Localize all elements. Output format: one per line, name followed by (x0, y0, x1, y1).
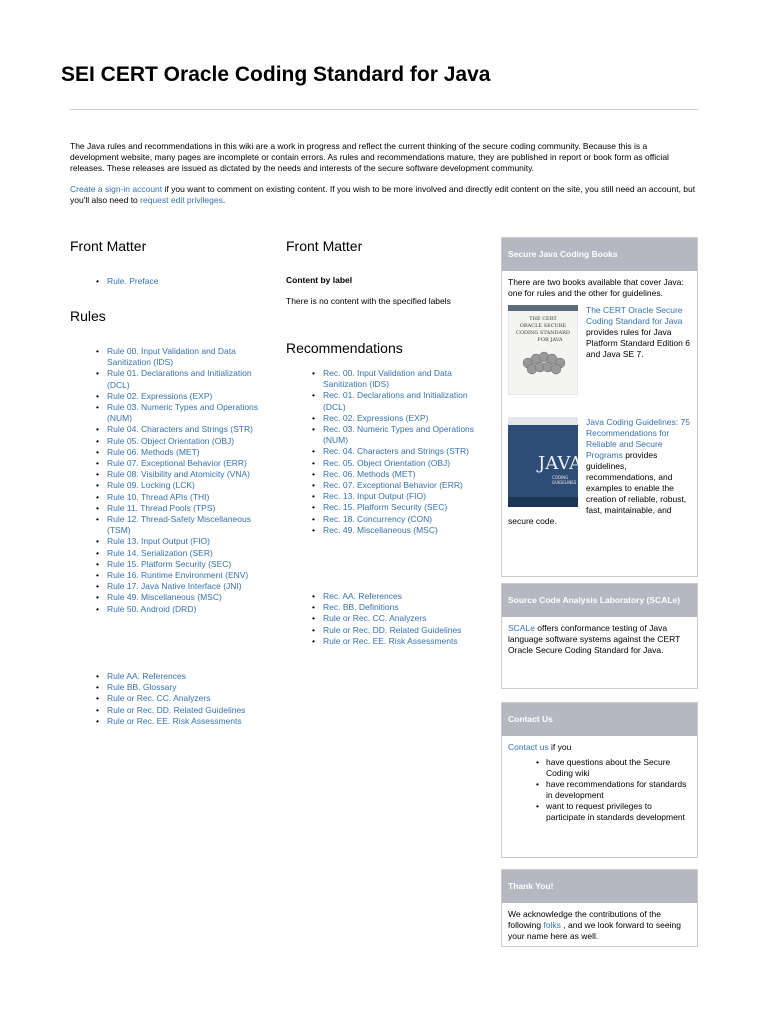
contact-reason-item (536, 757, 691, 779)
rule-item[interactable] (96, 424, 266, 435)
java-guidelines-book-link[interactable]: Java Coding Guidelines: 75 Recommendations for Reliable and Secure Programs (586, 417, 690, 460)
recommendation-item-link[interactable]: Rec. 05. Object Orientation (OBJ) (323, 457, 451, 468)
svg-text:CODING: CODING (552, 475, 569, 480)
middle-front-matter-heading: Front Matter (286, 238, 363, 254)
contact-reason-item-text: want to request privileges to participate in standards development (546, 801, 685, 822)
recommendation-appendix-item[interactable] (312, 613, 484, 624)
rule-item[interactable] (96, 514, 266, 536)
recommendation-appendix-item[interactable] (312, 625, 484, 636)
rules-list (96, 346, 266, 615)
content-by-label-heading: Content by label (286, 275, 353, 285)
folks-link[interactable]: folks (543, 920, 561, 930)
cert-book-cover-image[interactable] (508, 305, 578, 395)
rule-item-link[interactable]: Rule 01. Declarations and Initialization (DCL) (107, 368, 252, 390)
recommendation-item-link[interactable]: Rec. 03. Numeric Types and Operations (NUM) (323, 424, 475, 446)
recommendation-item-link[interactable]: Rec. 02. Expressions (EXP) (323, 412, 429, 423)
recommendation-appendix-item-link[interactable]: Rec. AA. References (323, 591, 402, 601)
rule-item-link[interactable]: Rule 00. Input Validation and Data Sanitization (IDS) (107, 346, 236, 368)
recommendation-item-link[interactable]: Rec. 00. Input Validation and Data Sanitization (IDS) (323, 368, 452, 390)
rule-item[interactable] (96, 402, 266, 424)
rule-appendix-item-link[interactable]: Rule or Rec. DD. Related Guidelines (107, 704, 246, 715)
rule-appendix-item-link[interactable]: Rule AA. References (107, 671, 186, 681)
contact-reason-item (536, 779, 691, 801)
title-divider (70, 109, 698, 110)
rule-item[interactable] (96, 480, 266, 491)
rule-item-link[interactable]: Rule 12. Thread-Safety Miscellaneous (TSM) (107, 514, 251, 536)
cert-book-link[interactable]: The CERT Oracle Secure Coding Standard for Java (586, 305, 683, 326)
rule-item[interactable] (96, 559, 266, 570)
books-panel: Secure Java Coding Books There are two books available that cover Java: one for rules and the other for guidelines. THE CERT ORACLE SECURE CODING STANDARD FOR JAVA The CERT Oracle Secure Coding Standard for Java provides rules for Java Platform Standard Edition 6 and Java SE 7. JAVA CODING GUIDELINES Java Coding Guidelines: 75 Recommendations for Reliable and Secure Programs provides guidelines, recommendations, and examples to enable the creation of reliable, robust, fast, maintainable, and secure code. (501, 237, 698, 577)
recommendation-item[interactable] (312, 469, 484, 480)
rule-item[interactable] (96, 469, 266, 480)
rule-appendix-item-link[interactable]: Rule or Rec. EE. Risk Assessments (107, 715, 242, 726)
rule-item-link[interactable]: Rule 11. Thread Pools (TPS) (107, 502, 216, 513)
recommendations-list (312, 368, 484, 536)
rule-item[interactable] (96, 447, 266, 458)
recommendation-appendix-item-link[interactable]: Rule or Rec. CC. Analyzers (323, 613, 427, 624)
rule-appendix-item-link[interactable]: Rule BB. Glossary (107, 682, 177, 693)
page-title: SEI CERT Oracle Coding Standard for Java (61, 63, 491, 86)
rule-item-link[interactable]: Rule 13. Input Output (FIO) (107, 536, 210, 547)
rule-item[interactable] (96, 548, 266, 559)
svg-text:FOR JAVA: FOR JAVA (537, 337, 563, 343)
rule-item-link[interactable]: Rule 09. Locking (LCK) (107, 480, 195, 491)
recommendation-item-link[interactable]: Rec. 15. Platform Security (SEC) (323, 502, 448, 513)
rule-item-link[interactable]: Rule 10. Thread APIs (THI) (107, 491, 210, 502)
recommendation-item[interactable] (312, 368, 484, 390)
rule-item[interactable] (96, 368, 266, 390)
recommendation-appendix-item-link[interactable]: Rule or Rec. DD. Related Guidelines (323, 624, 462, 635)
recommendations-heading: Recommendations (286, 340, 403, 356)
svg-text:GUIDELINES: GUIDELINES (552, 480, 577, 485)
recommendation-item-link[interactable]: Rec. 06. Methods (MET) (323, 468, 416, 479)
request-edit-privileges-link[interactable]: request edit privileges (140, 195, 223, 205)
rules-appendix-list (96, 671, 266, 727)
recommendation-item[interactable] (312, 491, 484, 502)
thanks-panel-heading: Thank You! (502, 870, 697, 903)
rule-appendix-item-link[interactable]: Rule or Rec. CC. Analyzers (107, 693, 211, 704)
recommendations-appendix-list (312, 591, 484, 647)
rule-item[interactable] (96, 458, 266, 469)
rule-item[interactable] (96, 581, 266, 592)
rule-item[interactable] (96, 592, 266, 603)
create-account-link[interactable]: Create a sign-in account (70, 184, 163, 194)
books-intro: There are two books available that cover Java: one for rules and the other for guidelines. (508, 277, 684, 298)
signin-text: if you want to comment on existing content. If you wish to be more involved and directly edit content on the site, you still need an account, but you'll also need to (70, 184, 696, 205)
rule-item-link[interactable]: Rule 07. Exceptional Behavior (ERR) (107, 458, 247, 469)
rule-item-link[interactable]: Rule 49. Miscellaneous (MSC) (107, 592, 222, 603)
rule-appendix-item[interactable] (96, 716, 266, 727)
front-matter-item[interactable] (96, 276, 266, 287)
recommendation-item[interactable] (312, 480, 484, 491)
rules-heading: Rules (70, 308, 106, 324)
recommendation-appendix-item[interactable] (312, 591, 484, 602)
books-panel-heading: Secure Java Coding Books (502, 238, 697, 271)
rule-item[interactable] (96, 346, 266, 368)
recommendation-item[interactable] (312, 413, 484, 424)
recommendation-item[interactable] (312, 446, 484, 457)
recommendation-item-link[interactable]: Rec. 18. Concurrency (CON) (323, 513, 433, 524)
recommendation-appendix-item[interactable] (312, 636, 484, 647)
rule-item[interactable] (96, 436, 266, 447)
rule-item[interactable] (96, 570, 266, 581)
rule-item-link[interactable]: Rule 15. Platform Security (SEC) (107, 558, 232, 569)
java-guidelines-book-cover-image[interactable] (508, 417, 578, 507)
scale-link[interactable]: SCALe (508, 623, 535, 633)
recommendation-item-link[interactable]: Rec. 04. Characters and Strings (STR) (323, 446, 469, 457)
contact-reason-item-text: have recommendations for standards in development (546, 779, 687, 800)
recommendation-item-link[interactable]: Rec. 01. Declarations and Initialization (DCL) (323, 390, 468, 412)
recommendation-appendix-item-link[interactable]: Rule or Rec. EE. Risk Assessments (323, 635, 458, 646)
svg-text:CODING STANDARD: CODING STANDARD (516, 330, 570, 336)
svg-text:THE CERT: THE CERT (529, 316, 557, 322)
no-content-message: There is no content with the specified labels (286, 296, 451, 306)
contact-reason-item-text: have questions about the Secure Coding wiki (546, 757, 671, 778)
recommendation-item[interactable] (312, 390, 484, 412)
rule-item[interactable] (96, 604, 266, 615)
recommendation-item[interactable] (312, 458, 484, 469)
rule-item-link[interactable]: Rule 17. Java Native Interface (JNI) (107, 581, 242, 592)
contact-reason-item (536, 801, 691, 823)
rule-item-link[interactable]: Rule 03. Numeric Types and Operations (NUM) (107, 402, 259, 424)
recommendation-item-link[interactable]: Rec. 13. Input Output (FIO) (323, 491, 426, 502)
signin-paragraph: Create a sign-in account if you want to comment on existing content. If you wish to be more involved and directly edit content on the site, you still need an account, but you'll also need to request edit privileges. (70, 184, 696, 205)
recommendation-item[interactable] (312, 525, 484, 536)
rule-item-link[interactable]: Rule 04. Characters and Strings (STR) (107, 424, 253, 435)
rule-item-link[interactable]: Rule 02. Expressions (EXP) (107, 390, 213, 401)
rule-appendix-item[interactable] (96, 705, 266, 716)
recommendation-appendix-item-link[interactable]: Rec. BB. Definitions (323, 602, 399, 613)
thanks-panel: Thank You! We acknowledge the contributions of the following folks , and we look forward to seeing your name here as well. (501, 869, 698, 947)
rule-item[interactable] (96, 503, 266, 514)
recommendation-appendix-item[interactable] (312, 602, 484, 613)
rule-item-link[interactable]: Rule 06. Methods (MET) (107, 446, 200, 457)
rule-item-link[interactable]: Rule 50. Android (DRD) (107, 603, 197, 614)
recommendation-item-link[interactable]: Rec. 49. Miscellaneous (MSC) (323, 524, 438, 535)
rule-appendix-item[interactable] (96, 671, 266, 682)
scale-panel: Source Code Analysis Laboratory (SCALe) SCALe offers conformance testing of Java language software systems against the CERT Oracle Secure Coding Standard for Java. (501, 583, 698, 689)
rule-item[interactable] (96, 492, 266, 503)
left-front-matter-heading: Front Matter (70, 238, 147, 254)
intro-paragraph: The Java rules and recommendations in this wiki are a work in progress and reflect the current thinking of the secure coding community. Because this is a development website, many pages are incomplete or contain errors. As rules and recommendations mature, they are published in report or book form as official releases. These releases are issued as dictated by the needs and interests of the secure software development community. (70, 141, 669, 173)
rule-appendix-item[interactable] (96, 682, 266, 693)
svg-text:ORACLE SECURE: ORACLE SECURE (519, 323, 567, 329)
contact-panel: Contact Us Contact us if you • have questions about the Secure Coding wiki • have recommendations for standards in development • want to request privileges to participate in standards development (501, 702, 698, 858)
recommendation-item[interactable] (312, 514, 484, 525)
scale-panel-heading: Source Code Analysis Laboratory (SCALe) (502, 584, 697, 617)
front-matter-item-link[interactable]: Rule. Preface (107, 276, 159, 286)
contact-us-link[interactable]: Contact us (508, 742, 549, 752)
rule-item-link[interactable]: Rule 16. Runtime Environment (ENV) (107, 570, 249, 581)
rule-item[interactable] (96, 536, 266, 547)
svg-text:JAVA: JAVA (538, 453, 578, 474)
rule-item-link[interactable]: Rule 14. Serialization (SER) (107, 547, 213, 558)
recommendation-item-link[interactable]: Rec. 07. Exceptional Behavior (ERR) (323, 480, 463, 491)
rule-item[interactable] (96, 391, 266, 402)
contact-reasons-list (536, 757, 691, 823)
recommendation-item[interactable] (312, 424, 484, 446)
recommendation-item[interactable] (312, 502, 484, 513)
rule-item-link[interactable]: Rule 05. Object Orientation (OBJ) (107, 435, 235, 446)
rule-item-link[interactable]: Rule 08. Visibility and Atomicity (VNA) (107, 469, 250, 480)
contact-panel-heading: Contact Us (502, 703, 697, 736)
rule-appendix-item[interactable] (96, 693, 266, 704)
front-matter-list (96, 276, 266, 287)
